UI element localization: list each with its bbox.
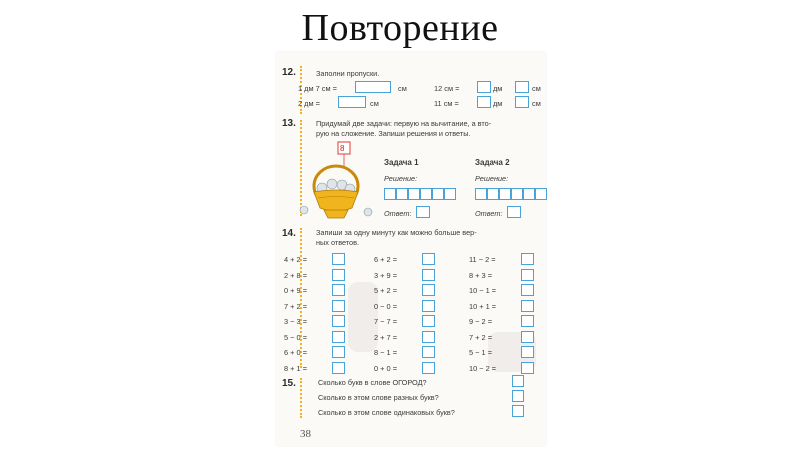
equation-answer-box[interactable] bbox=[521, 284, 534, 296]
equation-text: 8 + 1 = bbox=[284, 363, 308, 373]
exercise-text: рую на сложение. Запиши решения и ответы. bbox=[316, 129, 471, 138]
unit-label: см bbox=[532, 99, 541, 108]
equation-answer-box[interactable] bbox=[422, 362, 435, 374]
equation-text: 10 − 2 = bbox=[469, 363, 497, 373]
equation-answer-box[interactable] bbox=[332, 269, 345, 281]
question-text: Сколько в этом слове разных букв? bbox=[318, 393, 439, 402]
unit-label: см bbox=[370, 99, 379, 108]
equation-answer-box[interactable] bbox=[332, 346, 345, 358]
equation-answer-box[interactable] bbox=[422, 331, 435, 343]
equation-text: 8 + 3 = bbox=[469, 270, 493, 280]
equation-answer-box[interactable] bbox=[332, 300, 345, 312]
equation-answer-box[interactable] bbox=[332, 362, 345, 374]
unit-label: дм bbox=[493, 99, 503, 108]
slide-title: Повторение bbox=[301, 7, 499, 49]
answer-box[interactable] bbox=[507, 206, 521, 218]
answer-box[interactable] bbox=[338, 96, 366, 108]
equation-text: 0 − 0 = bbox=[374, 301, 398, 311]
equation-answer-box[interactable] bbox=[422, 346, 435, 358]
answer-box[interactable] bbox=[512, 390, 524, 402]
equation-answer-box[interactable] bbox=[422, 315, 435, 327]
answer-box[interactable] bbox=[512, 405, 524, 417]
equation-answer-box[interactable] bbox=[422, 253, 435, 265]
exercise-text: Заполни пропуски. bbox=[316, 69, 380, 78]
answer-box[interactable] bbox=[512, 375, 524, 387]
equation-text: 10 − 1 = bbox=[469, 286, 497, 295]
textbook-page bbox=[276, 52, 546, 446]
answer-box[interactable] bbox=[355, 81, 391, 93]
task-title: Задача 2 bbox=[475, 158, 510, 167]
solution-label: Решение: bbox=[475, 174, 509, 183]
answer-label: Ответ: bbox=[384, 209, 412, 218]
solution-label: Решение: bbox=[384, 174, 418, 183]
equation-answer-box[interactable] bbox=[521, 346, 534, 358]
exercise-number: 14. bbox=[282, 228, 296, 239]
equation-text: 9 − 2 = bbox=[469, 317, 493, 326]
row-right-label: 12 см = bbox=[434, 84, 460, 93]
equation-answer-box[interactable] bbox=[422, 269, 435, 281]
equation-text: 6 + 0 = bbox=[284, 348, 308, 357]
unit-label: дм bbox=[493, 84, 503, 93]
dotted-margin-line bbox=[300, 378, 302, 418]
exercise-number: 15. bbox=[282, 378, 296, 389]
answer-box[interactable] bbox=[477, 81, 491, 93]
equation-text: 5 − 0 = bbox=[284, 332, 308, 342]
equation-answer-box[interactable] bbox=[332, 284, 345, 296]
equation-text: 5 − 1 = bbox=[469, 348, 493, 357]
equation-answer-box[interactable] bbox=[332, 315, 345, 327]
page-number: 38 bbox=[300, 428, 311, 440]
task-title: Задача 1 bbox=[384, 158, 419, 167]
equation-text: 10 + 1 = bbox=[469, 301, 497, 311]
exercise-number: 13. bbox=[282, 118, 296, 129]
row-left-label: 1 дм 7 см = bbox=[298, 84, 337, 93]
equation-answer-box[interactable] bbox=[521, 300, 534, 312]
equation-answer-box[interactable] bbox=[521, 253, 534, 265]
equation-text: 7 − 7 = bbox=[374, 317, 398, 326]
equation-text: 5 + 2 = bbox=[374, 286, 398, 295]
exercise-text: ных ответов. bbox=[316, 238, 360, 247]
equation-answer-box[interactable] bbox=[521, 269, 534, 281]
dotted-margin-line bbox=[300, 228, 302, 368]
exercise-text: Запиши за одну минуту как можно больше вер- bbox=[316, 228, 477, 237]
equation-text: 6 + 2 = bbox=[374, 255, 398, 264]
equation-text: 4 + 2 = bbox=[284, 255, 308, 264]
equation-text: 3 − 3 = bbox=[284, 317, 308, 326]
unit-label: см bbox=[532, 84, 541, 93]
equation-answer-box[interactable] bbox=[332, 253, 345, 265]
equation-text: 3 + 9 = bbox=[374, 270, 398, 280]
unit-label: см bbox=[398, 84, 407, 93]
equation-answer-box[interactable] bbox=[521, 362, 534, 374]
equation-text: 2 + 8 = bbox=[284, 270, 308, 280]
equation-answer-box[interactable] bbox=[332, 331, 345, 343]
answer-box[interactable] bbox=[416, 206, 430, 218]
equation-text: 2 + 7 = bbox=[374, 332, 398, 342]
equation-text: 7 + 2 = bbox=[469, 332, 493, 342]
solution-grid-1[interactable] bbox=[384, 188, 456, 200]
equation-text: 7 + 2 = bbox=[284, 301, 308, 311]
equation-answer-box[interactable] bbox=[521, 315, 534, 327]
answer-box[interactable] bbox=[515, 96, 529, 108]
equation-answer-box[interactable] bbox=[422, 284, 435, 296]
exercise-number: 12. bbox=[282, 67, 296, 78]
equation-text: 11 − 2 = bbox=[469, 255, 496, 264]
equation-text: 8 − 1 = bbox=[374, 348, 398, 357]
row-right-label: 11 см = bbox=[434, 99, 459, 108]
question-text: Сколько в этом слове одинаковых букв? bbox=[318, 408, 455, 417]
solution-grid-2[interactable] bbox=[475, 188, 547, 200]
exercise-text: Придумай две задачи: первую на вычитание, а вто- bbox=[316, 119, 492, 128]
answer-box[interactable] bbox=[515, 81, 529, 93]
equation-text: 0 + 0 = bbox=[374, 363, 398, 373]
answer-label: Ответ: bbox=[475, 209, 503, 218]
basket-illustration bbox=[294, 140, 378, 220]
question-text: Сколько букв в слове ОГОРОД? bbox=[318, 378, 427, 387]
equation-answer-box[interactable] bbox=[521, 331, 534, 343]
equation-answer-box[interactable] bbox=[422, 300, 435, 312]
equation-text: 0 + 9 = bbox=[284, 286, 308, 295]
row-left-label: 2 дм = bbox=[298, 99, 320, 108]
answer-box[interactable] bbox=[477, 96, 491, 108]
basket-tag-label: 8 bbox=[340, 144, 345, 153]
